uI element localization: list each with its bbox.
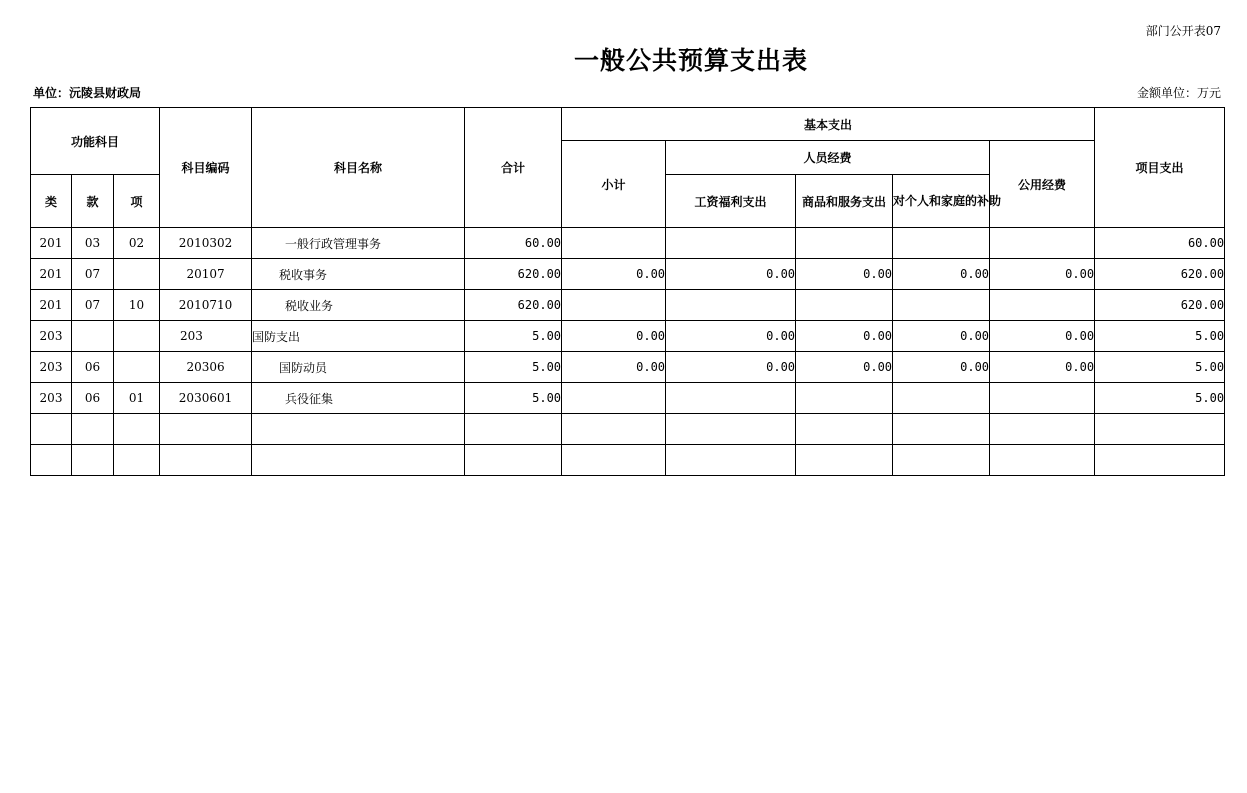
- table-row: [31, 228, 1225, 259]
- header-goods: 商品和服务支出: [796, 175, 893, 228]
- cell-code: 203: [160, 321, 252, 352]
- header-xiang: 项: [114, 175, 160, 228]
- cell-total: 620.00: [465, 259, 562, 290]
- cell-wages: [666, 414, 796, 445]
- cell-code: 20107: [160, 259, 252, 290]
- cell-wages: 0.00: [666, 259, 796, 290]
- cell-public: [990, 445, 1095, 476]
- cell-project: 5.00: [1095, 321, 1225, 352]
- cell-public: [990, 414, 1095, 445]
- cell-name: 税收业务: [252, 290, 465, 321]
- cell-lei: 203: [31, 383, 72, 414]
- cell-total: [465, 414, 562, 445]
- cell-xiang: 01: [114, 383, 160, 414]
- header-name: 科目名称: [252, 108, 465, 228]
- cell-subsidy: [893, 228, 990, 259]
- header-code: 科目编码: [160, 108, 252, 228]
- cell-subtotal: 0.00: [562, 259, 666, 290]
- cell-project: 5.00: [1095, 352, 1225, 383]
- cell-subsidy: 0.00: [893, 321, 990, 352]
- cell-public: [990, 228, 1095, 259]
- cell-kuan: 03: [72, 228, 114, 259]
- cell-project: [1095, 414, 1225, 445]
- table-row: [31, 290, 1225, 321]
- cell-subtotal: 0.00: [562, 352, 666, 383]
- cell-public: [990, 383, 1095, 414]
- cell-total: [465, 445, 562, 476]
- cell-project: 60.00: [1095, 228, 1225, 259]
- cell-code: [160, 414, 252, 445]
- header-basic: 基本支出: [562, 108, 1095, 141]
- table-row: [31, 383, 1225, 414]
- cell-code: 2010302: [160, 228, 252, 259]
- header-func-subject: 功能科目: [31, 108, 160, 175]
- table-row: [31, 352, 1225, 383]
- table-row: [31, 445, 1225, 476]
- header-subsidy: 对个人和家庭的补助: [893, 175, 990, 228]
- cell-lei: 201: [31, 228, 72, 259]
- cell-subtotal: [562, 414, 666, 445]
- cell-subsidy: [893, 414, 990, 445]
- header-kuan: 款: [72, 175, 114, 228]
- cell-lei: 201: [31, 290, 72, 321]
- cell-public: 0.00: [990, 321, 1095, 352]
- cell-name: 税收事务: [252, 259, 465, 290]
- cell-goods: [796, 414, 893, 445]
- cell-kuan: 07: [72, 290, 114, 321]
- cell-total: 60.00: [465, 228, 562, 259]
- cell-subsidy: 0.00: [893, 352, 990, 383]
- cell-public: 0.00: [990, 259, 1095, 290]
- cell-goods: [796, 445, 893, 476]
- cell-wages: 0.00: [666, 321, 796, 352]
- cell-kuan: 06: [72, 383, 114, 414]
- table-body: [31, 228, 1225, 476]
- cell-kuan: [72, 414, 114, 445]
- cell-subsidy: [893, 290, 990, 321]
- cell-name: [252, 445, 465, 476]
- cell-kuan: [72, 321, 114, 352]
- cell-code: 20306: [160, 352, 252, 383]
- cell-project: [1095, 445, 1225, 476]
- cell-kuan: [72, 445, 114, 476]
- budget-table: [30, 107, 1225, 476]
- header-personnel: 人员经费: [666, 141, 990, 175]
- cell-subtotal: [562, 383, 666, 414]
- cell-project: 620.00: [1095, 259, 1225, 290]
- cell-subtotal: [562, 228, 666, 259]
- cell-goods: [796, 290, 893, 321]
- cell-xiang: [114, 321, 160, 352]
- cell-name: 一般行政管理事务: [252, 228, 465, 259]
- cell-lei: [31, 445, 72, 476]
- cell-xiang: [114, 352, 160, 383]
- cell-xiang: [114, 259, 160, 290]
- cell-xiang: [114, 414, 160, 445]
- table-row: [31, 414, 1225, 445]
- cell-goods: 0.00: [796, 352, 893, 383]
- cell-subtotal: 0.00: [562, 321, 666, 352]
- cell-subsidy: [893, 383, 990, 414]
- cell-xiang: 10: [114, 290, 160, 321]
- cell-goods: 0.00: [796, 321, 893, 352]
- cell-subtotal: [562, 290, 666, 321]
- cell-project: 5.00: [1095, 383, 1225, 414]
- cell-kuan: 07: [72, 259, 114, 290]
- cell-lei: 203: [31, 321, 72, 352]
- cell-total: 5.00: [465, 383, 562, 414]
- cell-lei: [31, 414, 72, 445]
- cell-total: 620.00: [465, 290, 562, 321]
- header-wages: 工资福利支出: [666, 175, 796, 228]
- cell-name: 兵役征集: [252, 383, 465, 414]
- cell-subtotal: [562, 445, 666, 476]
- cell-lei: 201: [31, 259, 72, 290]
- amount-unit: 金额单位：万元: [1136, 86, 1221, 100]
- header-public: 公用经费: [990, 141, 1095, 228]
- cell-total: 5.00: [465, 321, 562, 352]
- cell-goods: 0.00: [796, 259, 893, 290]
- header-subtotal: 小计: [562, 141, 666, 228]
- header-lei: 类: [31, 175, 72, 228]
- cell-name: 国防支出: [252, 321, 465, 352]
- cell-wages: [666, 445, 796, 476]
- cell-xiang: 02: [114, 228, 160, 259]
- cell-total: 5.00: [465, 352, 562, 383]
- cell-public: [990, 290, 1095, 321]
- unit-name: 单位：沅陵县财政局: [33, 86, 142, 100]
- page-title: 一般公共预算支出表: [574, 46, 809, 75]
- cell-subsidy: [893, 445, 990, 476]
- header-project: 项目支出: [1095, 108, 1225, 228]
- table-row: [31, 259, 1225, 290]
- cell-xiang: [114, 445, 160, 476]
- cell-wages: [666, 290, 796, 321]
- cell-project: 620.00: [1095, 290, 1225, 321]
- cell-code: 2030601: [160, 383, 252, 414]
- header-total: 合计: [465, 108, 562, 228]
- doc-id: 部门公开表07: [1145, 24, 1221, 38]
- cell-public: 0.00: [990, 352, 1095, 383]
- cell-kuan: 06: [72, 352, 114, 383]
- cell-wages: [666, 383, 796, 414]
- cell-wages: 0.00: [666, 352, 796, 383]
- cell-name: 国防动员: [252, 352, 465, 383]
- cell-code: 2010710: [160, 290, 252, 321]
- cell-name: [252, 414, 465, 445]
- cell-wages: [666, 228, 796, 259]
- table-row: [31, 321, 1225, 352]
- cell-goods: [796, 228, 893, 259]
- cell-code: [160, 445, 252, 476]
- cell-subsidy: 0.00: [893, 259, 990, 290]
- cell-goods: [796, 383, 893, 414]
- cell-lei: 203: [31, 352, 72, 383]
